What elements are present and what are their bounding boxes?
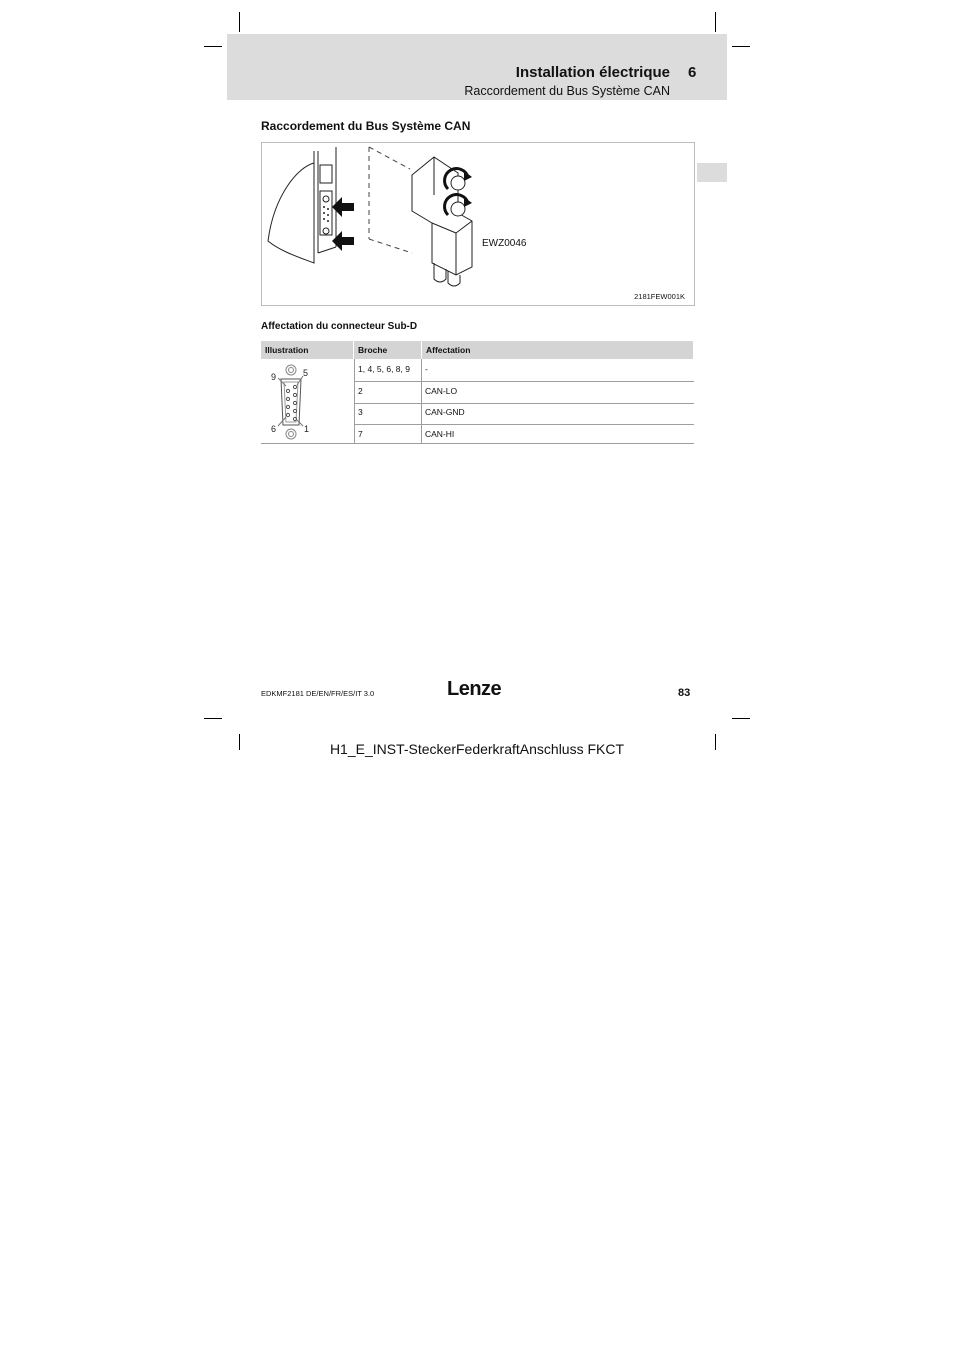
can-connector-illustration xyxy=(262,143,694,305)
table-header-broche xyxy=(354,341,421,359)
section-title: Raccordement du Bus Système CAN xyxy=(261,119,471,133)
table-cell-affectation: - xyxy=(425,364,428,374)
crop-mark xyxy=(732,718,750,719)
table-cell-affectation: CAN-LO xyxy=(425,386,458,396)
table-header-illustration xyxy=(261,341,353,359)
table-cell-broche: 1, 4, 5, 6, 8, 9 xyxy=(358,364,410,374)
table-cell-broche: 7 xyxy=(358,429,363,439)
crop-mark xyxy=(239,12,240,32)
crop-mark xyxy=(715,12,716,32)
table-title: Affectation du connecteur Sub-D xyxy=(261,321,418,332)
pin-label: 9 xyxy=(271,372,277,382)
header-cell-text: Broche xyxy=(358,345,388,355)
table-header-affectation xyxy=(422,341,693,359)
sub-d-connector-diagram xyxy=(261,359,353,443)
document-reference: EDKMF2181 DE/EN/FR/ES/IT 3.0 xyxy=(261,689,375,698)
lenze-logo: Lenze xyxy=(447,678,502,700)
figure-frame xyxy=(261,142,695,306)
table-bottom-line xyxy=(261,443,694,444)
figure-id: 2181FEW001K xyxy=(634,292,685,301)
figure-label: EWZ0046 xyxy=(482,238,527,249)
crop-mark xyxy=(732,46,750,47)
row-separator xyxy=(354,424,694,425)
pin-label: 6 xyxy=(271,424,277,434)
row-separator xyxy=(354,403,694,404)
crop-mark xyxy=(204,718,222,719)
table-cell-affectation: CAN-GND xyxy=(425,407,465,417)
column-separator xyxy=(354,359,355,443)
chapter-title: Installation électrique xyxy=(515,64,670,81)
header-cell-text: Illustration xyxy=(265,345,309,355)
print-job-label: H1_E_INST-SteckerFederkraftAnschluss FKCT xyxy=(329,741,625,757)
crop-mark xyxy=(204,46,222,47)
side-tab-marker xyxy=(697,163,727,182)
column-separator xyxy=(421,359,422,443)
row-separator xyxy=(354,381,694,382)
chapter-subtitle: Raccordement du Bus Système CAN xyxy=(464,84,670,98)
chapter-number: 6 xyxy=(688,64,697,81)
header-cell-text: Affectation xyxy=(426,345,471,355)
pin-label: 1 xyxy=(304,424,310,434)
page-number: 83 xyxy=(678,687,691,699)
table-cell-affectation: CAN-HI xyxy=(425,429,455,439)
table-cell-broche: 3 xyxy=(358,407,363,417)
pin-label: 5 xyxy=(303,368,309,378)
table-cell-broche: 2 xyxy=(358,386,363,396)
